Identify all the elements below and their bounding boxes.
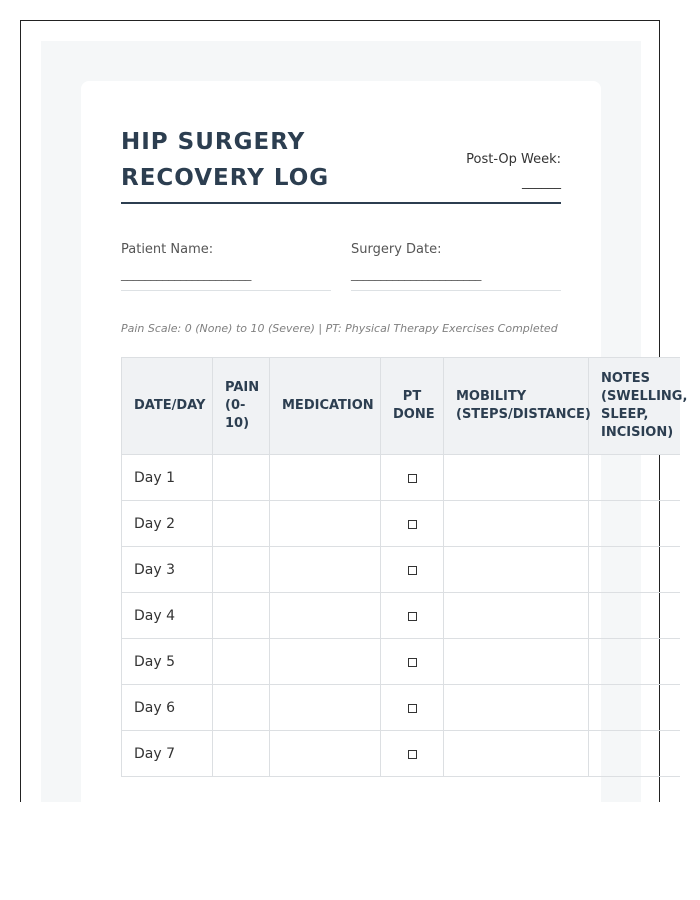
surgery-date-label: Surgery Date:: [351, 242, 442, 257]
table-row: [122, 547, 680, 593]
pt-done-cell[interactable]: [381, 455, 444, 501]
column-header-pain: PAIN (0-10): [213, 358, 270, 455]
day-cell: Day 1: [122, 455, 213, 501]
day-cell: Day 5: [122, 639, 213, 685]
post-op-week-label: Post-Op Week:: [466, 152, 561, 167]
medication-cell[interactable]: [270, 501, 381, 547]
page-background: [41, 41, 688, 802]
pt-done-cell[interactable]: [381, 547, 444, 593]
table-row: [122, 731, 680, 777]
notes-cell[interactable]: [589, 455, 680, 501]
medication-cell[interactable]: [270, 685, 381, 731]
table-row: [122, 685, 680, 731]
post-op-week-blank[interactable]: ______: [522, 175, 561, 190]
pain-cell[interactable]: [213, 593, 270, 639]
page-title: HIP SURGERY RECOVERY LOG: [121, 129, 330, 191]
surgery-date-blank[interactable]: ______________________: [351, 267, 481, 282]
notes-cell[interactable]: [589, 593, 680, 639]
checkbox-icon[interactable]: [408, 704, 417, 713]
checkbox-icon[interactable]: [408, 520, 417, 529]
recovery-log-card: [81, 81, 688, 802]
surgery-date-field[interactable]: [351, 240, 561, 291]
notes-cell[interactable]: [589, 501, 680, 547]
table-row: [122, 455, 680, 501]
medication-cell[interactable]: [270, 639, 381, 685]
mobility-cell[interactable]: [444, 501, 589, 547]
notes-cell[interactable]: [589, 685, 680, 731]
table-row: [122, 501, 680, 547]
column-header-notes: NOTES (SWELLING, SLEEP, INCISION): [589, 358, 680, 455]
column-header-medication: MEDICATION: [270, 358, 381, 455]
pain-cell[interactable]: [213, 731, 270, 777]
checkbox-icon[interactable]: [408, 750, 417, 759]
table-row: [122, 593, 680, 639]
patient-name-blank[interactable]: ______________________: [121, 267, 251, 282]
pain-cell[interactable]: [213, 639, 270, 685]
mobility-cell[interactable]: [444, 639, 589, 685]
notes-cell[interactable]: [589, 639, 680, 685]
page-frame: [20, 20, 688, 802]
pain-cell[interactable]: [213, 685, 270, 731]
checkbox-icon[interactable]: [408, 566, 417, 575]
pt-done-cell[interactable]: [381, 685, 444, 731]
day-cell: Day 7: [122, 731, 213, 777]
column-header-mobility: MOBILITY (STEPS/DISTANCE): [444, 358, 589, 455]
pt-done-cell[interactable]: [381, 501, 444, 547]
log-header: [121, 124, 561, 204]
patient-info-fields: [121, 240, 561, 291]
post-op-week: [466, 148, 561, 196]
recovery-log-table: [121, 357, 688, 777]
pain-cell[interactable]: [213, 455, 270, 501]
medication-cell[interactable]: [270, 547, 381, 593]
notes-cell[interactable]: [589, 547, 680, 593]
pt-done-cell[interactable]: [381, 593, 444, 639]
pt-done-cell[interactable]: [381, 639, 444, 685]
medication-cell[interactable]: [270, 455, 381, 501]
mobility-cell[interactable]: [444, 593, 589, 639]
medication-cell[interactable]: [270, 593, 381, 639]
checkbox-icon[interactable]: [408, 658, 417, 667]
checkbox-icon[interactable]: [408, 612, 417, 621]
mobility-cell[interactable]: [444, 685, 589, 731]
day-cell: Day 3: [122, 547, 213, 593]
day-cell: Day 4: [122, 593, 213, 639]
medication-cell[interactable]: [270, 731, 381, 777]
patient-name-label: Patient Name:: [121, 242, 214, 257]
column-header-date: DATE/DAY: [122, 358, 213, 455]
column-header-pt-done: PT DONE: [381, 358, 444, 455]
pain-cell[interactable]: [213, 501, 270, 547]
day-cell: Day 6: [122, 685, 213, 731]
checkbox-icon[interactable]: [408, 474, 417, 483]
mobility-cell[interactable]: [444, 731, 589, 777]
pt-done-cell[interactable]: [381, 731, 444, 777]
scale-legend: Pain Scale: 0 (None) to 10 (Severe) | PT: Physical Therapy Exercises Completed: [121, 322, 558, 335]
mobility-cell[interactable]: [444, 547, 589, 593]
patient-name-field[interactable]: [121, 240, 331, 291]
day-cell: Day 2: [122, 501, 213, 547]
table-header-row: [122, 358, 680, 455]
mobility-cell[interactable]: [444, 455, 589, 501]
pain-cell[interactable]: [213, 547, 270, 593]
table-row: [122, 639, 680, 685]
notes-cell[interactable]: [589, 731, 680, 777]
